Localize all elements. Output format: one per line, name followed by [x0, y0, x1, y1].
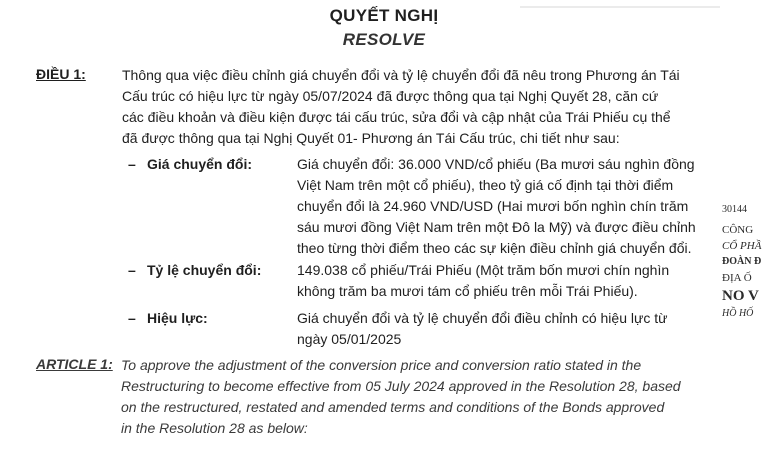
article-label-en: ARTICLE 1: — [36, 356, 113, 372]
en-line: To approve the adjustment of the conversion price and conversion ratio stated in the — [121, 357, 642, 373]
item-text-effectiveness — [297, 308, 707, 350]
seal-text: ĐỊA Ố — [722, 272, 752, 284]
en-line: Restructuring to become effective from 05 July 2024 approved in the Resolution 28, based — [121, 378, 681, 394]
item-text-conversion-price — [297, 154, 707, 259]
seal-text: CỔ PHẦ — [722, 240, 762, 252]
seal-text: 30144 — [722, 204, 747, 215]
item-line: ngày 05/01/2025 — [297, 331, 402, 347]
item-line: Việt Nam trên một cổ phiếu), theo tỷ giá cố định tại thời điểm — [297, 177, 674, 193]
item-label-conversion-price: Giá chuyển đổi: — [147, 156, 253, 172]
seal-text: HỒ HỐ — [722, 308, 754, 319]
item-text-conversion-ratio — [297, 260, 707, 302]
seal-text: ĐOÀN Đ — [722, 256, 762, 267]
intro-line: các điều khoản và điều kiện được tái cấu trúc, sửa đổi và cập nhật của Trái Phiếu cụ thể — [122, 109, 671, 125]
en-line: in the Resolution 28 as below: — [121, 420, 308, 436]
item-line: 149.038 cổ phiếu/Trái Phiếu (Một trăm bốn mươi chín nghìn — [297, 262, 670, 278]
article-label-vn: ĐIỀU 1: — [36, 66, 86, 82]
item-label-conversion-ratio: Tỷ lệ chuyển đổi: — [147, 262, 262, 278]
article-text-en — [121, 355, 705, 439]
company-seal-fragment — [722, 188, 768, 338]
intro-line: Cấu trúc có hiệu lực từ ngày 05/07/2024 đã được thông qua tại Nghị Quyết 28, căn cứ — [122, 88, 659, 104]
bullet-dash: – — [128, 156, 136, 172]
item-line: không trăm ba mươi tám cổ phiếu trên mỗi Trái Phiếu). — [297, 283, 638, 299]
intro-line: Thông qua việc điều chỉnh giá chuyển đổi và tỷ lệ chuyển đổi đã nêu trong Phương án Tái — [122, 67, 680, 83]
item-line: chuyển đổi là 24.960 VND/USD (Hai mươi bốn nghìn chín trăm — [297, 198, 689, 214]
seal-text: CÔNG — [722, 224, 754, 236]
seal-text: NO V — [722, 288, 759, 304]
intro-line: đã được thông qua tại Nghị Quyết 01- Phương án Tái Cấu trúc, chi tiết như sau: — [122, 130, 620, 146]
resolution-title-vn: QUYẾT NGHỊ — [329, 6, 439, 25]
resolution-title-en: RESOLVE — [342, 30, 426, 49]
bullet-dash: – — [128, 262, 136, 278]
article-intro-vn — [122, 65, 704, 149]
item-line: Giá chuyển đổi: 36.000 VND/cổ phiếu (Ba mươi sáu nghìn đồng — [297, 156, 695, 172]
item-line: Giá chuyển đổi và tỷ lệ chuyển đổi điều chỉnh có hiệu lực từ — [297, 310, 668, 326]
item-label-effectiveness: Hiệu lực: — [147, 310, 208, 326]
en-line: on the restructured, restated and amended terms and conditions of the Bonds approved — [121, 399, 665, 415]
item-line: theo từng thời điểm theo các sự kiện điều chỉnh giá chuyển đổi. — [297, 240, 692, 256]
bullet-dash: – — [128, 310, 136, 326]
item-line: sáu mươi đồng Việt Nam trên một Đô la Mỹ) và được điều chỉnh — [297, 219, 696, 235]
